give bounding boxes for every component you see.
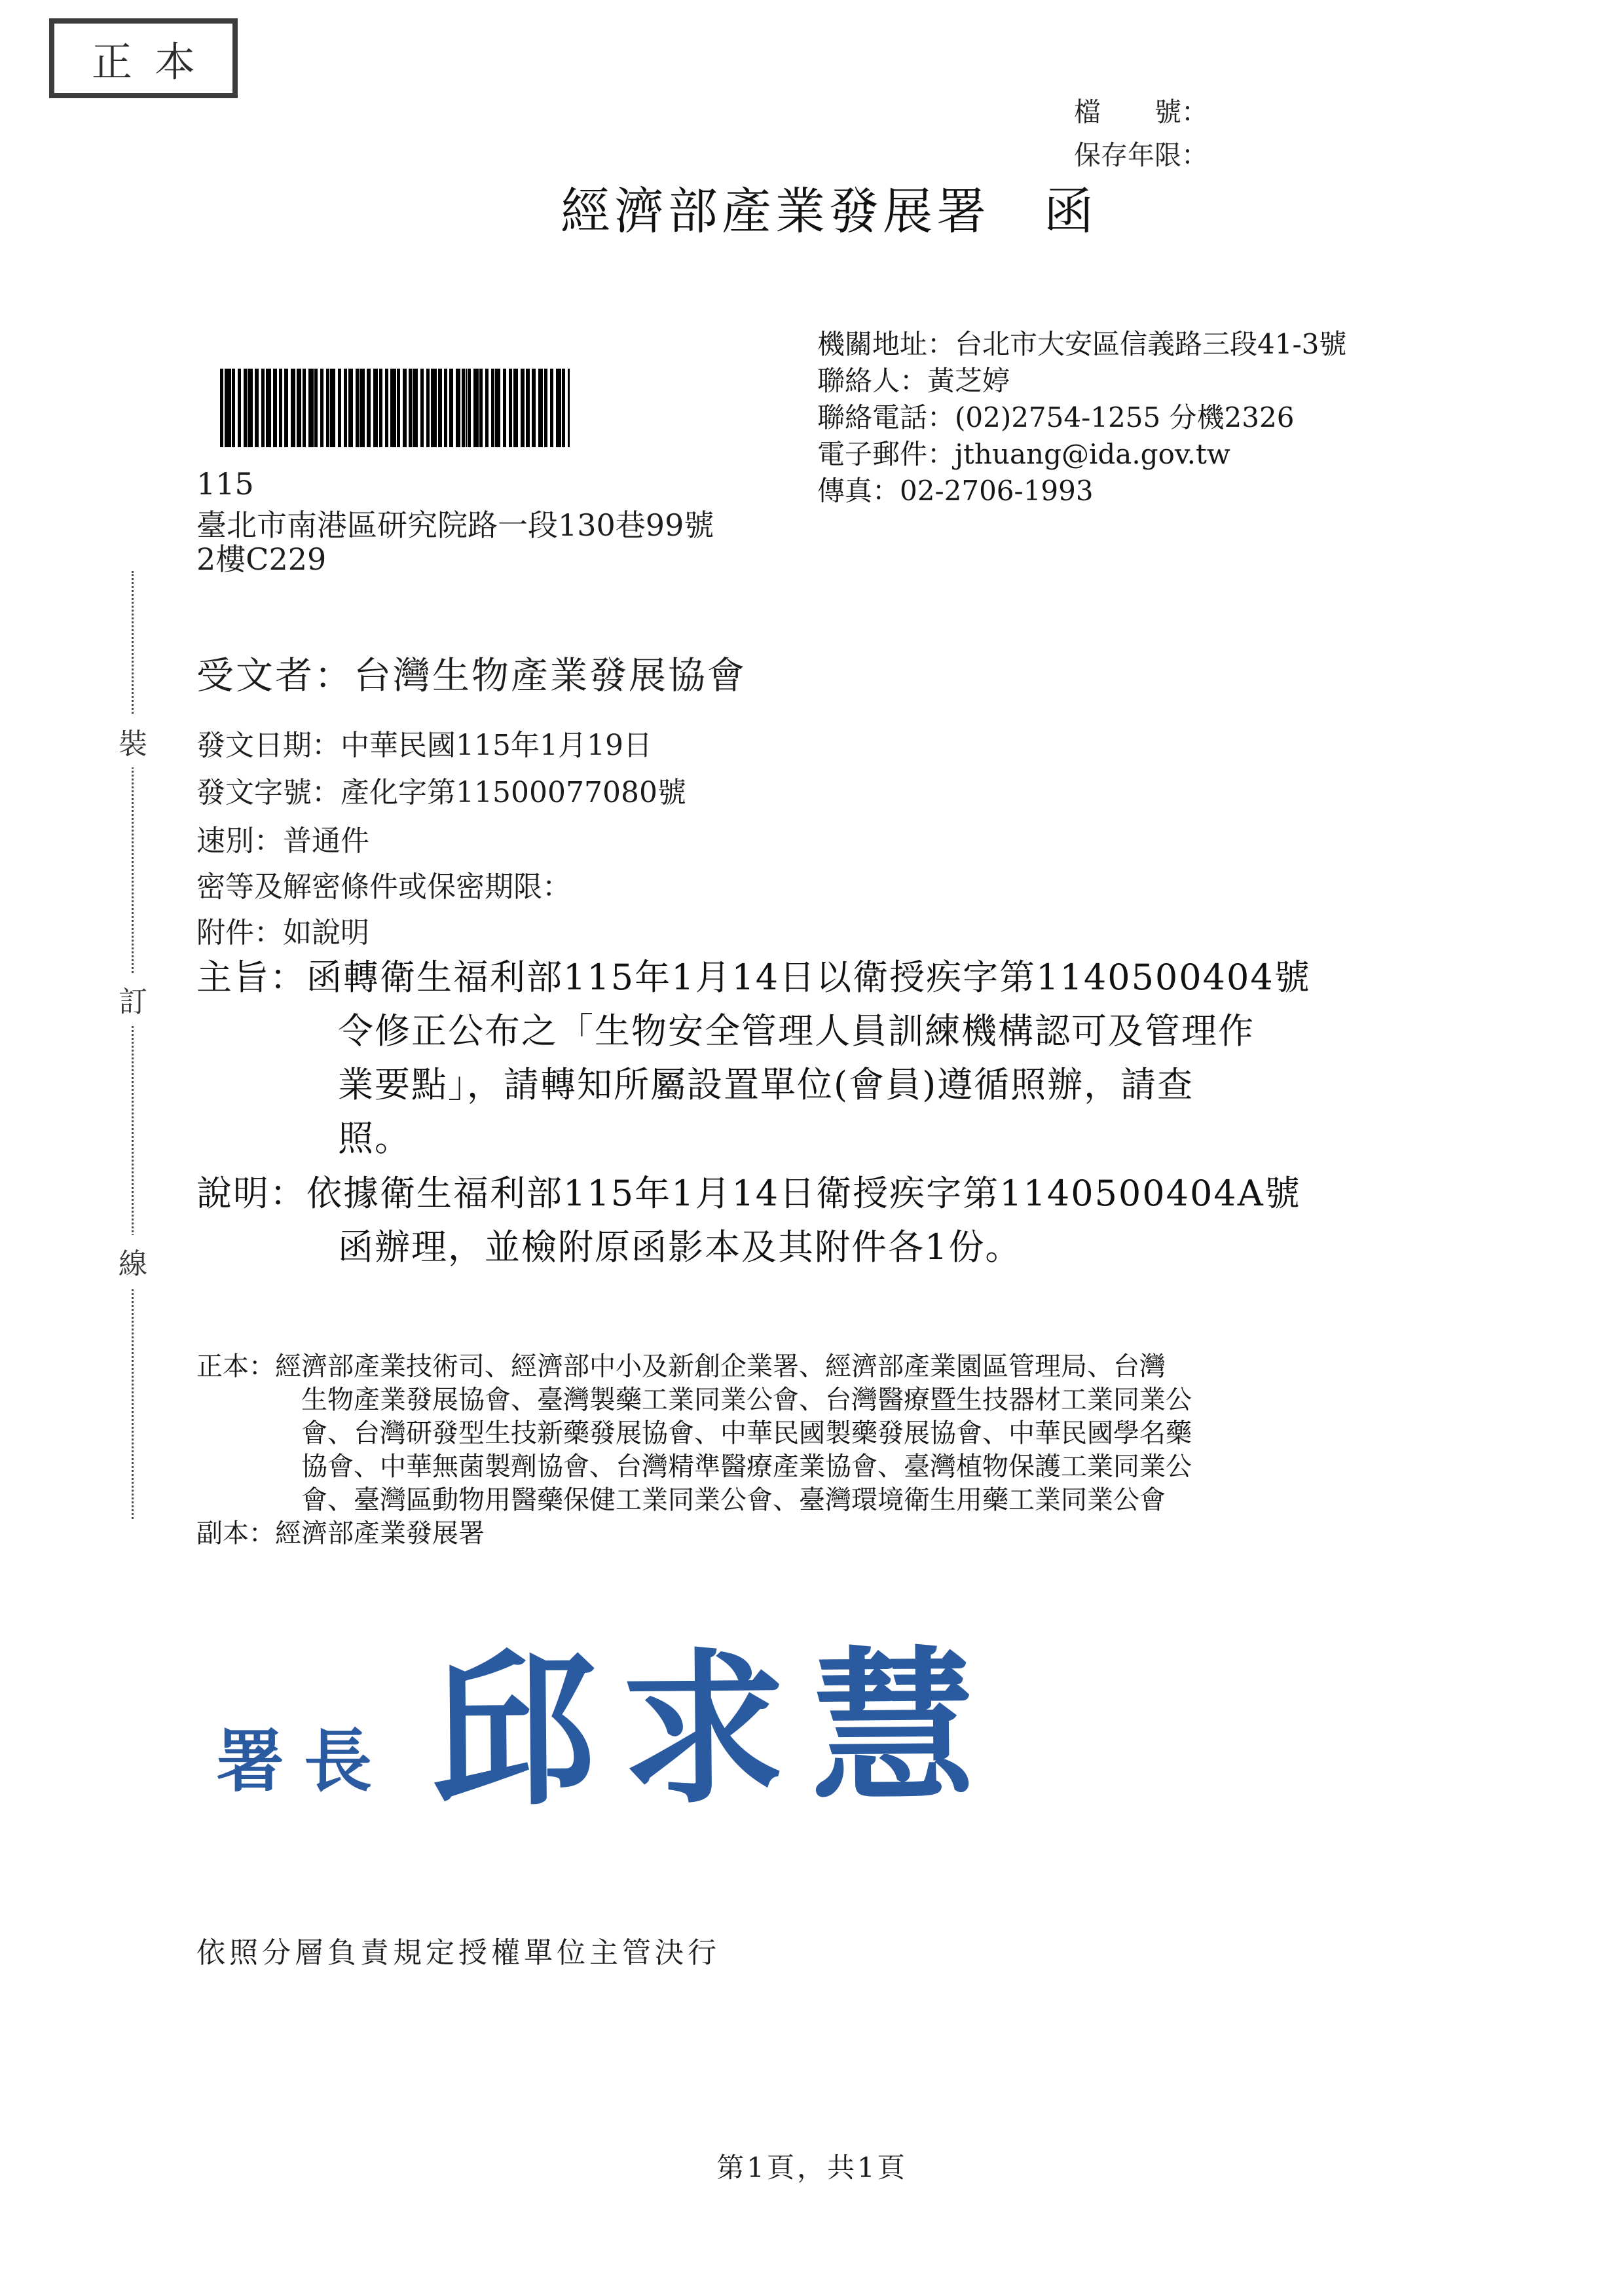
binding-mark-zhuang: 裝 xyxy=(110,715,156,767)
archive-info xyxy=(1074,90,1208,177)
retention-period-label: 保存年限： xyxy=(1074,139,1208,171)
description-line: 函辦理，並檢附原函影本及其附件各1份。 xyxy=(338,1226,1022,1268)
original-recipients-line: 會、臺灣區動物用醫藥保健工業同業公會、臺灣環境衛生用藥工業同業公會 xyxy=(301,1485,1166,1515)
recipient-address-line1: 臺北市南港區研究院路一段130巷99號 xyxy=(196,507,714,543)
original-recipients-line: 協會、中華無菌製劑協會、台灣精準醫療產業協會、臺灣植物保護工業同業公 xyxy=(301,1452,1192,1482)
recipient-address-line2: 2樓C229 xyxy=(196,542,327,577)
original-recipients-line: 生物產業發展協會、臺灣製藥工業同業公會、台灣醫療暨生技器材工業同業公 xyxy=(301,1385,1192,1415)
copy-type-stamp-label: 正本 xyxy=(91,37,217,86)
original-recipients-line: 會、台灣研發型生技新藥發展協會、中華民國製藥發展協會、中華民國學名藥 xyxy=(301,1418,1192,1448)
file-number-label: 檔 號： xyxy=(1074,96,1208,128)
copy-recipients-line: 副本：經濟部產業發展署 xyxy=(196,1518,485,1549)
subject-line: 照。 xyxy=(338,1118,411,1159)
authorization-note: 依照分層負責規定授權單位主管決行 xyxy=(196,1936,720,1970)
subject-line: 業要點」，請轉知所屬設置單位(會員)遵循照辦，請查 xyxy=(338,1064,1194,1105)
agency-contact-block xyxy=(817,326,1346,509)
barcode xyxy=(220,369,570,447)
document-title: 經濟部產業發展署 函 xyxy=(561,182,1098,240)
subject-line: 主旨：函轉衛生福利部115年1月14日以衛授疾字第1140500404號 xyxy=(196,957,1311,998)
subject-paragraph xyxy=(196,951,1311,1166)
binding-mark-xian: 線 xyxy=(110,1235,156,1287)
description-paragraph xyxy=(196,1167,1301,1274)
signature-stamp xyxy=(216,1598,1001,1835)
contact-person: 聯絡人：黃芝婷 xyxy=(817,365,1010,397)
page-number-footer: 第1頁，共1頁 xyxy=(716,2152,908,2184)
recipient-zip: 115 xyxy=(196,466,254,502)
issue-date: 發文日期：中華民國115年1月19日 xyxy=(196,729,652,762)
binding-dotted-line xyxy=(132,571,134,1519)
description-line: 說明：依據衛生福利部115年1月14日衛授疾字第1140500404A號 xyxy=(196,1173,1301,1214)
contact-email: 電子郵件：jthuang@ida.gov.tw xyxy=(817,438,1230,470)
signer-name: 邱求慧 xyxy=(430,1630,1002,1829)
contact-fax: 傳真：02-2706-1993 xyxy=(817,475,1094,507)
distribution-list xyxy=(196,1350,1192,1551)
recipient-line: 受文者：台灣生物產業發展協會 xyxy=(196,654,747,697)
signer-title: 署長 xyxy=(216,1721,392,1801)
binding-mark-ding: 訂 xyxy=(110,973,156,1025)
copy-type-stamp xyxy=(49,18,238,98)
agency-address: 機關地址：台北市大安區信義路三段41-3號 xyxy=(817,328,1347,360)
attachment-note: 附件：如說明 xyxy=(196,916,369,949)
original-recipients-line: 正本：經濟部產業技術司、經濟部中小及新創企業署、經濟部產業園區管理局、台灣 xyxy=(196,1351,1166,1382)
contact-phone: 聯絡電話：(02)2754-1255 分機2326 xyxy=(817,401,1295,433)
document-number: 發文字號：產化字第11500077080號 xyxy=(196,776,686,809)
subject-line: 令修正公布之「生物安全管理人員訓練機構認可及管理作 xyxy=(338,1010,1255,1052)
secrecy-level: 密等及解密條件或保密期限： xyxy=(196,870,571,904)
priority-level: 速別：普通件 xyxy=(196,824,369,858)
